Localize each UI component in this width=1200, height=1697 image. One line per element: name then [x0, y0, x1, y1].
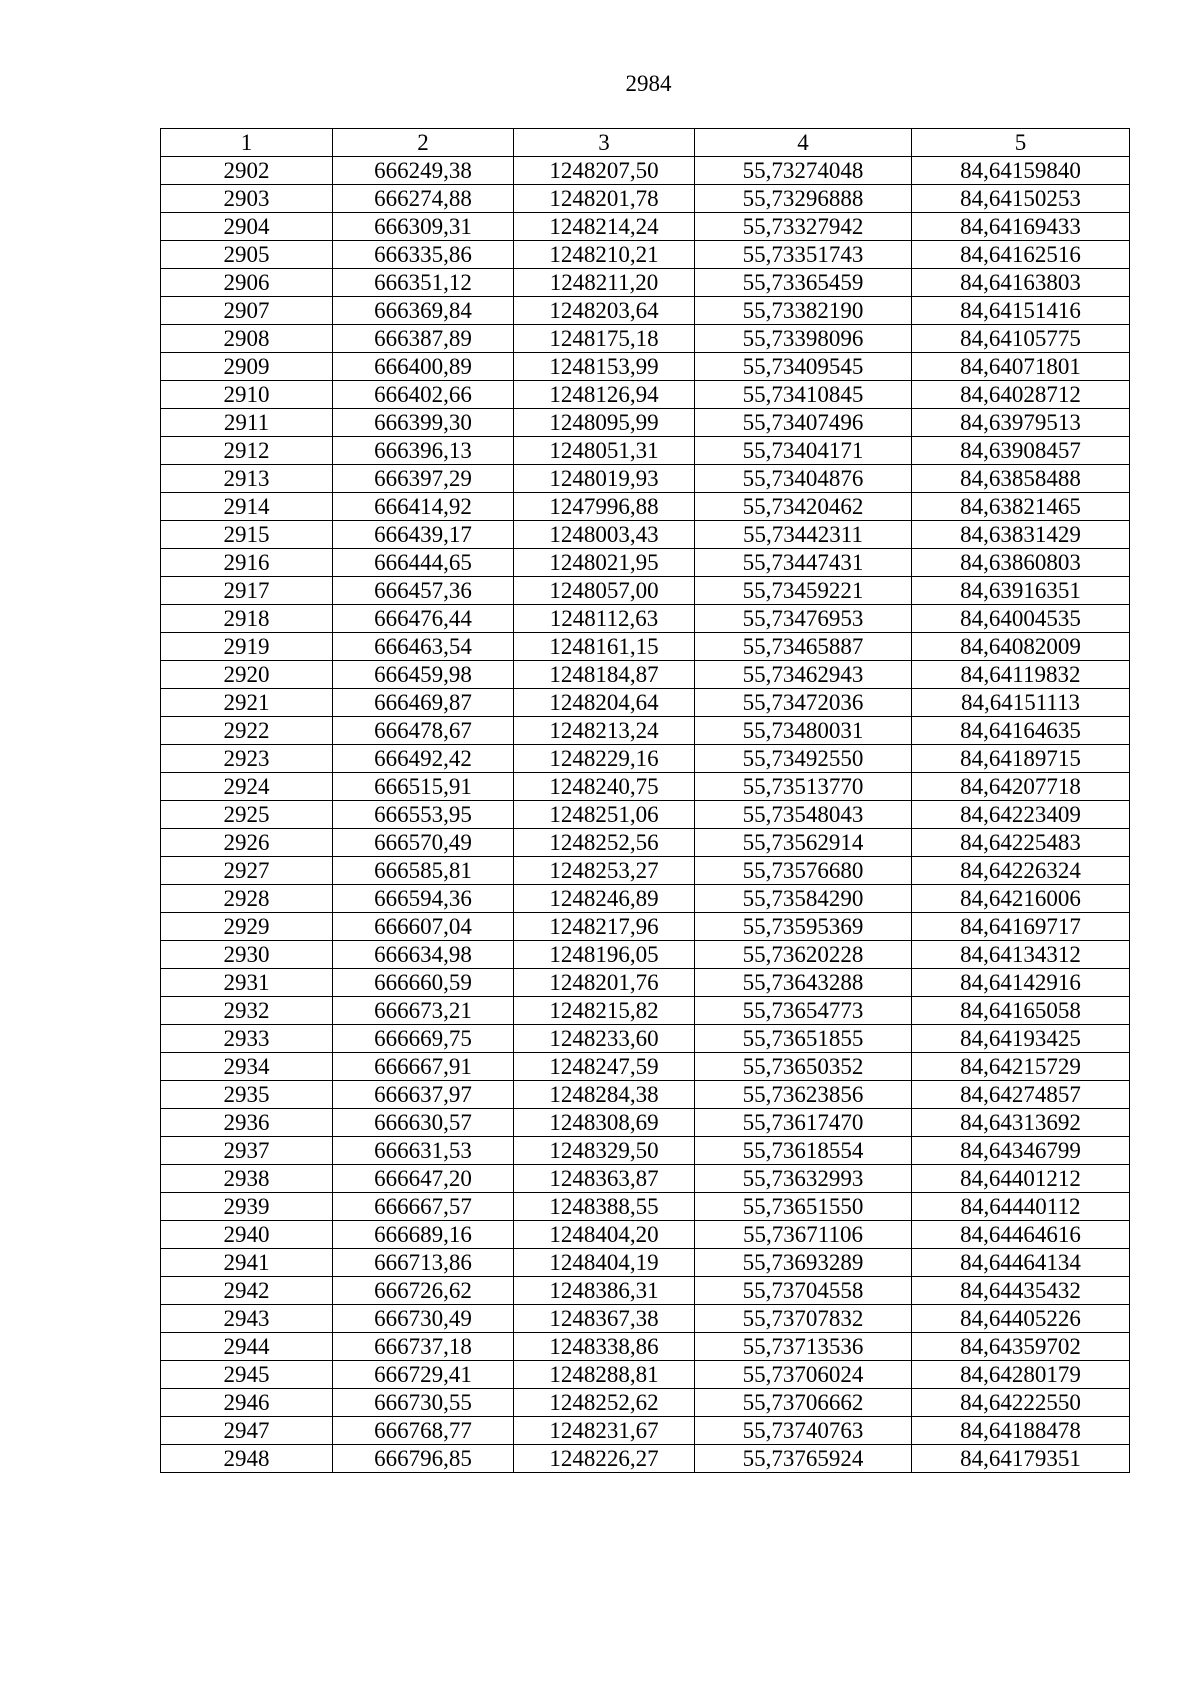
table-cell: 666457,36: [333, 577, 514, 605]
table-cell: 84,64435432: [912, 1277, 1130, 1305]
table-cell: 2935: [161, 1081, 333, 1109]
table-cell: 666400,89: [333, 353, 514, 381]
table-cell: 666469,87: [333, 689, 514, 717]
table-row: [161, 1277, 1130, 1305]
table-cell: 55,73296888: [695, 185, 912, 213]
table-cell: 84,64405226: [912, 1305, 1130, 1333]
table-row: [161, 605, 1130, 633]
table-row: [161, 549, 1130, 577]
table-cell: 1248215,82: [514, 997, 695, 1025]
table-row: [161, 1053, 1130, 1081]
column-header: 3: [514, 129, 695, 157]
table-cell: 2903: [161, 185, 333, 213]
table-cell: 2922: [161, 717, 333, 745]
table-row: [161, 1417, 1130, 1445]
table-cell: 1248112,63: [514, 605, 695, 633]
table-cell: 55,73327942: [695, 213, 912, 241]
table-cell: 84,64225483: [912, 829, 1130, 857]
table-row: [161, 633, 1130, 661]
table-cell: 84,64359702: [912, 1333, 1130, 1361]
table-cell: 2928: [161, 885, 333, 913]
table-cell: 1248095,99: [514, 409, 695, 437]
table-cell: 84,64150253: [912, 185, 1130, 213]
table-cell: 1248404,19: [514, 1249, 695, 1277]
table-cell: 55,73472036: [695, 689, 912, 717]
table-cell: 2907: [161, 297, 333, 325]
table-cell: 55,73623856: [695, 1081, 912, 1109]
table-cell: 666673,21: [333, 997, 514, 1025]
table-cell: 55,73584290: [695, 885, 912, 913]
table-cell: 55,73562914: [695, 829, 912, 857]
table-cell: 55,73651855: [695, 1025, 912, 1053]
table-cell: 1248253,27: [514, 857, 695, 885]
table-cell: 666459,98: [333, 661, 514, 689]
table-cell: 666515,91: [333, 773, 514, 801]
table-cell: 84,64215729: [912, 1053, 1130, 1081]
table-cell: 2918: [161, 605, 333, 633]
table-body: [161, 157, 1130, 1473]
table-cell: 84,64274857: [912, 1081, 1130, 1109]
table-cell: 84,64169433: [912, 213, 1130, 241]
table-cell: 84,64134312: [912, 941, 1130, 969]
table-cell: 1247996,88: [514, 493, 695, 521]
table-cell: 666669,75: [333, 1025, 514, 1053]
table-cell: 1248175,18: [514, 325, 695, 353]
table-cell: 55,73382190: [695, 297, 912, 325]
table-cell: 84,64159840: [912, 157, 1130, 185]
table-cell: 55,73740763: [695, 1417, 912, 1445]
table-cell: 55,73447431: [695, 549, 912, 577]
table-cell: 666796,85: [333, 1445, 514, 1473]
table-cell: 55,73492550: [695, 745, 912, 773]
table-cell: 2933: [161, 1025, 333, 1053]
table-row: [161, 997, 1130, 1025]
table-row: [161, 437, 1130, 465]
table-cell: 1248231,67: [514, 1417, 695, 1445]
table-cell: 84,64222550: [912, 1389, 1130, 1417]
table-cell: 1248388,55: [514, 1193, 695, 1221]
table-cell: 666594,36: [333, 885, 514, 913]
table-cell: 55,73632993: [695, 1165, 912, 1193]
table-row: [161, 1165, 1130, 1193]
table-cell: 666713,86: [333, 1249, 514, 1277]
table-row: [161, 1333, 1130, 1361]
table-cell: 84,64142916: [912, 969, 1130, 997]
column-header: 4: [695, 129, 912, 157]
table-cell: 666397,29: [333, 465, 514, 493]
table-row: [161, 521, 1130, 549]
table-cell: 55,73407496: [695, 409, 912, 437]
table-row: [161, 1081, 1130, 1109]
table-row: [161, 465, 1130, 493]
table-cell: 666309,31: [333, 213, 514, 241]
table-cell: 1248057,00: [514, 577, 695, 605]
table-cell: 2902: [161, 157, 333, 185]
table-cell: 666399,30: [333, 409, 514, 437]
table-cell: 84,64440112: [912, 1193, 1130, 1221]
table-cell: 55,73713536: [695, 1333, 912, 1361]
table-cell: 666660,59: [333, 969, 514, 997]
table-cell: 84,64223409: [912, 801, 1130, 829]
table-cell: 2944: [161, 1333, 333, 1361]
table-cell: 84,64105775: [912, 325, 1130, 353]
table-cell: 2941: [161, 1249, 333, 1277]
table-cell: 84,64028712: [912, 381, 1130, 409]
table-cell: 2921: [161, 689, 333, 717]
table-cell: 55,73420462: [695, 493, 912, 521]
page-number: 2984: [625, 71, 672, 96]
table-cell: 1248021,95: [514, 549, 695, 577]
table-cell: 55,73442311: [695, 521, 912, 549]
column-header: 1: [161, 129, 333, 157]
table-cell: 84,63821465: [912, 493, 1130, 521]
table-row: [161, 381, 1130, 409]
table-cell: 84,64071801: [912, 353, 1130, 381]
table-row: [161, 1193, 1130, 1221]
table-cell: 1248247,59: [514, 1053, 695, 1081]
table-row: [161, 1249, 1130, 1277]
table-cell: 2920: [161, 661, 333, 689]
table-cell: 55,73351743: [695, 241, 912, 269]
table-cell: 666476,44: [333, 605, 514, 633]
table-cell: 1248210,21: [514, 241, 695, 269]
table-cell: 2937: [161, 1137, 333, 1165]
table-cell: 666729,41: [333, 1361, 514, 1389]
table-cell: 2908: [161, 325, 333, 353]
header-row: [161, 129, 1130, 157]
table-cell: 84,64119832: [912, 661, 1130, 689]
table-cell: 1248252,62: [514, 1389, 695, 1417]
table-cell: 55,73706662: [695, 1389, 912, 1417]
table-cell: 55,73693289: [695, 1249, 912, 1277]
table-cell: 1248233,60: [514, 1025, 695, 1053]
table-cell: 55,73650352: [695, 1053, 912, 1081]
table-row: [161, 913, 1130, 941]
table-cell: 55,73274048: [695, 157, 912, 185]
table-cell: 1248213,24: [514, 717, 695, 745]
table-cell: 84,64163803: [912, 269, 1130, 297]
table-cell: 2936: [161, 1109, 333, 1137]
table-cell: 84,63858488: [912, 465, 1130, 493]
table-cell: 2945: [161, 1361, 333, 1389]
table-cell: 666630,57: [333, 1109, 514, 1137]
table-cell: 1248386,31: [514, 1277, 695, 1305]
table-cell: 55,73671106: [695, 1221, 912, 1249]
table-cell: 666667,57: [333, 1193, 514, 1221]
table-cell: 1248126,94: [514, 381, 695, 409]
table-cell: 55,73459221: [695, 577, 912, 605]
table-cell: 666667,91: [333, 1053, 514, 1081]
table-cell: 1248184,87: [514, 661, 695, 689]
table-cell: 84,64165058: [912, 997, 1130, 1025]
table-cell: 2927: [161, 857, 333, 885]
table-cell: 2929: [161, 913, 333, 941]
table-cell: 666730,49: [333, 1305, 514, 1333]
column-header: 5: [912, 129, 1130, 157]
table-cell: 2939: [161, 1193, 333, 1221]
table-cell: 666387,89: [333, 325, 514, 353]
table-cell: 55,73617470: [695, 1109, 912, 1137]
table-cell: 1248217,96: [514, 913, 695, 941]
table-cell: 666249,38: [333, 157, 514, 185]
table-cell: 1248284,38: [514, 1081, 695, 1109]
table-cell: 666478,67: [333, 717, 514, 745]
table-cell: 1248211,20: [514, 269, 695, 297]
table-row: [161, 493, 1130, 521]
table-cell: 2938: [161, 1165, 333, 1193]
table-cell: 84,64151416: [912, 297, 1130, 325]
table-cell: 2930: [161, 941, 333, 969]
table-cell: 2946: [161, 1389, 333, 1417]
table-row: [161, 829, 1130, 857]
table-cell: 55,73618554: [695, 1137, 912, 1165]
table-cell: 55,73462943: [695, 661, 912, 689]
table-cell: 84,63979513: [912, 409, 1130, 437]
table-cell: 1248051,31: [514, 437, 695, 465]
table-row: [161, 353, 1130, 381]
table-cell: 666689,16: [333, 1221, 514, 1249]
table-cell: 666274,88: [333, 185, 514, 213]
table-cell: 666737,18: [333, 1333, 514, 1361]
table-cell: 55,73595369: [695, 913, 912, 941]
table-row: [161, 269, 1130, 297]
table-cell: 2914: [161, 493, 333, 521]
table-cell: 2932: [161, 997, 333, 1025]
table-cell: 55,73404876: [695, 465, 912, 493]
table-cell: 666570,49: [333, 829, 514, 857]
table-row: [161, 213, 1130, 241]
table-cell: 1248161,15: [514, 633, 695, 661]
table-cell: 55,73409545: [695, 353, 912, 381]
table-row: [161, 1137, 1130, 1165]
table-cell: 55,73765924: [695, 1445, 912, 1473]
table-cell: 1248214,24: [514, 213, 695, 241]
table-row: [161, 185, 1130, 213]
table-cell: 1248288,81: [514, 1361, 695, 1389]
table-cell: 666637,97: [333, 1081, 514, 1109]
table-cell: 666607,04: [333, 913, 514, 941]
table-cell: 1248003,43: [514, 521, 695, 549]
table-cell: 84,63831429: [912, 521, 1130, 549]
table-row: [161, 1389, 1130, 1417]
table-row: [161, 941, 1130, 969]
table-cell: 1248363,87: [514, 1165, 695, 1193]
table-row: [161, 1445, 1130, 1473]
table-cell: 1248367,38: [514, 1305, 695, 1333]
table-cell: 666730,55: [333, 1389, 514, 1417]
table-cell: 55,73620228: [695, 941, 912, 969]
table-cell: 666585,81: [333, 857, 514, 885]
table-cell: 666634,98: [333, 941, 514, 969]
table-row: [161, 857, 1130, 885]
table-row: [161, 885, 1130, 913]
table-cell: 1248153,99: [514, 353, 695, 381]
table-cell: 84,64004535: [912, 605, 1130, 633]
table-cell: 666351,12: [333, 269, 514, 297]
table-cell: 1248207,50: [514, 157, 695, 185]
table-cell: 1248240,75: [514, 773, 695, 801]
table-cell: 84,63916351: [912, 577, 1130, 605]
table-cell: 666647,20: [333, 1165, 514, 1193]
table-cell: 55,73465887: [695, 633, 912, 661]
table-cell: 55,73651550: [695, 1193, 912, 1221]
table-row: [161, 325, 1130, 353]
table-cell: 666335,86: [333, 241, 514, 269]
table-cell: 2910: [161, 381, 333, 409]
table-cell: 1248252,56: [514, 829, 695, 857]
table-row: [161, 1221, 1130, 1249]
table-cell: 666396,13: [333, 437, 514, 465]
table-cell: 666369,84: [333, 297, 514, 325]
table-cell: 55,73576680: [695, 857, 912, 885]
table-cell: 2919: [161, 633, 333, 661]
table-cell: 55,73513770: [695, 773, 912, 801]
table-cell: 84,64207718: [912, 773, 1130, 801]
table-cell: 666414,92: [333, 493, 514, 521]
table-cell: 84,63860803: [912, 549, 1130, 577]
table-cell: 2913: [161, 465, 333, 493]
table-cell: 666726,62: [333, 1277, 514, 1305]
table-cell: 84,63908457: [912, 437, 1130, 465]
table-row: [161, 801, 1130, 829]
table-row: [161, 745, 1130, 773]
table-cell: 55,73410845: [695, 381, 912, 409]
table-cell: 2906: [161, 269, 333, 297]
table-cell: 1248229,16: [514, 745, 695, 773]
table-cell: 84,64313692: [912, 1109, 1130, 1137]
table-cell: 2916: [161, 549, 333, 577]
table-cell: 666492,42: [333, 745, 514, 773]
table-cell: 1248308,69: [514, 1109, 695, 1137]
table-cell: 2948: [161, 1445, 333, 1473]
table-cell: 666553,95: [333, 801, 514, 829]
table-cell: 1248204,64: [514, 689, 695, 717]
table-cell: 666444,65: [333, 549, 514, 577]
table-row: [161, 717, 1130, 745]
table-cell: 84,64164635: [912, 717, 1130, 745]
table-row: [161, 1025, 1130, 1053]
table-cell: 1248226,27: [514, 1445, 695, 1473]
table-cell: 84,64464616: [912, 1221, 1130, 1249]
coordinates-table: [160, 128, 1130, 1473]
table-cell: 2909: [161, 353, 333, 381]
table-cell: 2911: [161, 409, 333, 437]
table-cell: 84,64280179: [912, 1361, 1130, 1389]
table-cell: 666631,53: [333, 1137, 514, 1165]
table-cell: 55,73548043: [695, 801, 912, 829]
table-cell: 1248404,20: [514, 1221, 695, 1249]
table-cell: 55,73643288: [695, 969, 912, 997]
table-cell: 84,64162516: [912, 241, 1130, 269]
table-row: [161, 409, 1130, 437]
table-cell: 84,64189715: [912, 745, 1130, 773]
table-cell: 666463,54: [333, 633, 514, 661]
table-row: [161, 1361, 1130, 1389]
table-row: [161, 773, 1130, 801]
table-cell: 666402,66: [333, 381, 514, 409]
table-cell: 55,73706024: [695, 1361, 912, 1389]
table-cell: 2940: [161, 1221, 333, 1249]
table-cell: 2924: [161, 773, 333, 801]
table-cell: 1248196,05: [514, 941, 695, 969]
table-cell: 1248338,86: [514, 1333, 695, 1361]
table-row: [161, 157, 1130, 185]
table-cell: 84,64401212: [912, 1165, 1130, 1193]
table-row: [161, 1305, 1130, 1333]
table-row: [161, 577, 1130, 605]
table-cell: 55,73480031: [695, 717, 912, 745]
table-cell: 84,64226324: [912, 857, 1130, 885]
table-cell: 84,64193425: [912, 1025, 1130, 1053]
table-cell: 55,73365459: [695, 269, 912, 297]
table-cell: 1248019,93: [514, 465, 695, 493]
table-cell: 84,64082009: [912, 633, 1130, 661]
table-cell: 55,73654773: [695, 997, 912, 1025]
table-cell: 84,64346799: [912, 1137, 1130, 1165]
table-cell: 2926: [161, 829, 333, 857]
table-cell: 55,73404171: [695, 437, 912, 465]
table-cell: 666439,17: [333, 521, 514, 549]
table-cell: 55,73704558: [695, 1277, 912, 1305]
table-cell: 1248203,64: [514, 297, 695, 325]
table-cell: 1248201,76: [514, 969, 695, 997]
table-row: [161, 1109, 1130, 1137]
table-cell: 2923: [161, 745, 333, 773]
table-cell: 55,73476953: [695, 605, 912, 633]
table-row: [161, 661, 1130, 689]
table-cell: 2934: [161, 1053, 333, 1081]
table-row: [161, 969, 1130, 997]
table-cell: 2917: [161, 577, 333, 605]
table-cell: 1248201,78: [514, 185, 695, 213]
table-row: [161, 689, 1130, 717]
table-cell: 1248329,50: [514, 1137, 695, 1165]
table-cell: 84,64188478: [912, 1417, 1130, 1445]
table-cell: 55,73707832: [695, 1305, 912, 1333]
table-cell: 2942: [161, 1277, 333, 1305]
table-cell: 84,64464134: [912, 1249, 1130, 1277]
table-cell: 84,64179351: [912, 1445, 1130, 1473]
table-cell: 84,64151113: [912, 689, 1130, 717]
table-cell: 2915: [161, 521, 333, 549]
table-header: [161, 129, 1130, 157]
table-cell: 2904: [161, 213, 333, 241]
table-row: [161, 297, 1130, 325]
table-cell: 666768,77: [333, 1417, 514, 1445]
table-cell: 2943: [161, 1305, 333, 1333]
table-cell: 2912: [161, 437, 333, 465]
column-header: 2: [333, 129, 514, 157]
table-cell: 2905: [161, 241, 333, 269]
table-cell: 2947: [161, 1417, 333, 1445]
table-cell: 2931: [161, 969, 333, 997]
table-cell: 55,73398096: [695, 325, 912, 353]
table-cell: 1248251,06: [514, 801, 695, 829]
table-row: [161, 241, 1130, 269]
table-cell: 84,64169717: [912, 913, 1130, 941]
table-cell: 84,64216006: [912, 885, 1130, 913]
table-cell: 1248246,89: [514, 885, 695, 913]
table-cell: 2925: [161, 801, 333, 829]
